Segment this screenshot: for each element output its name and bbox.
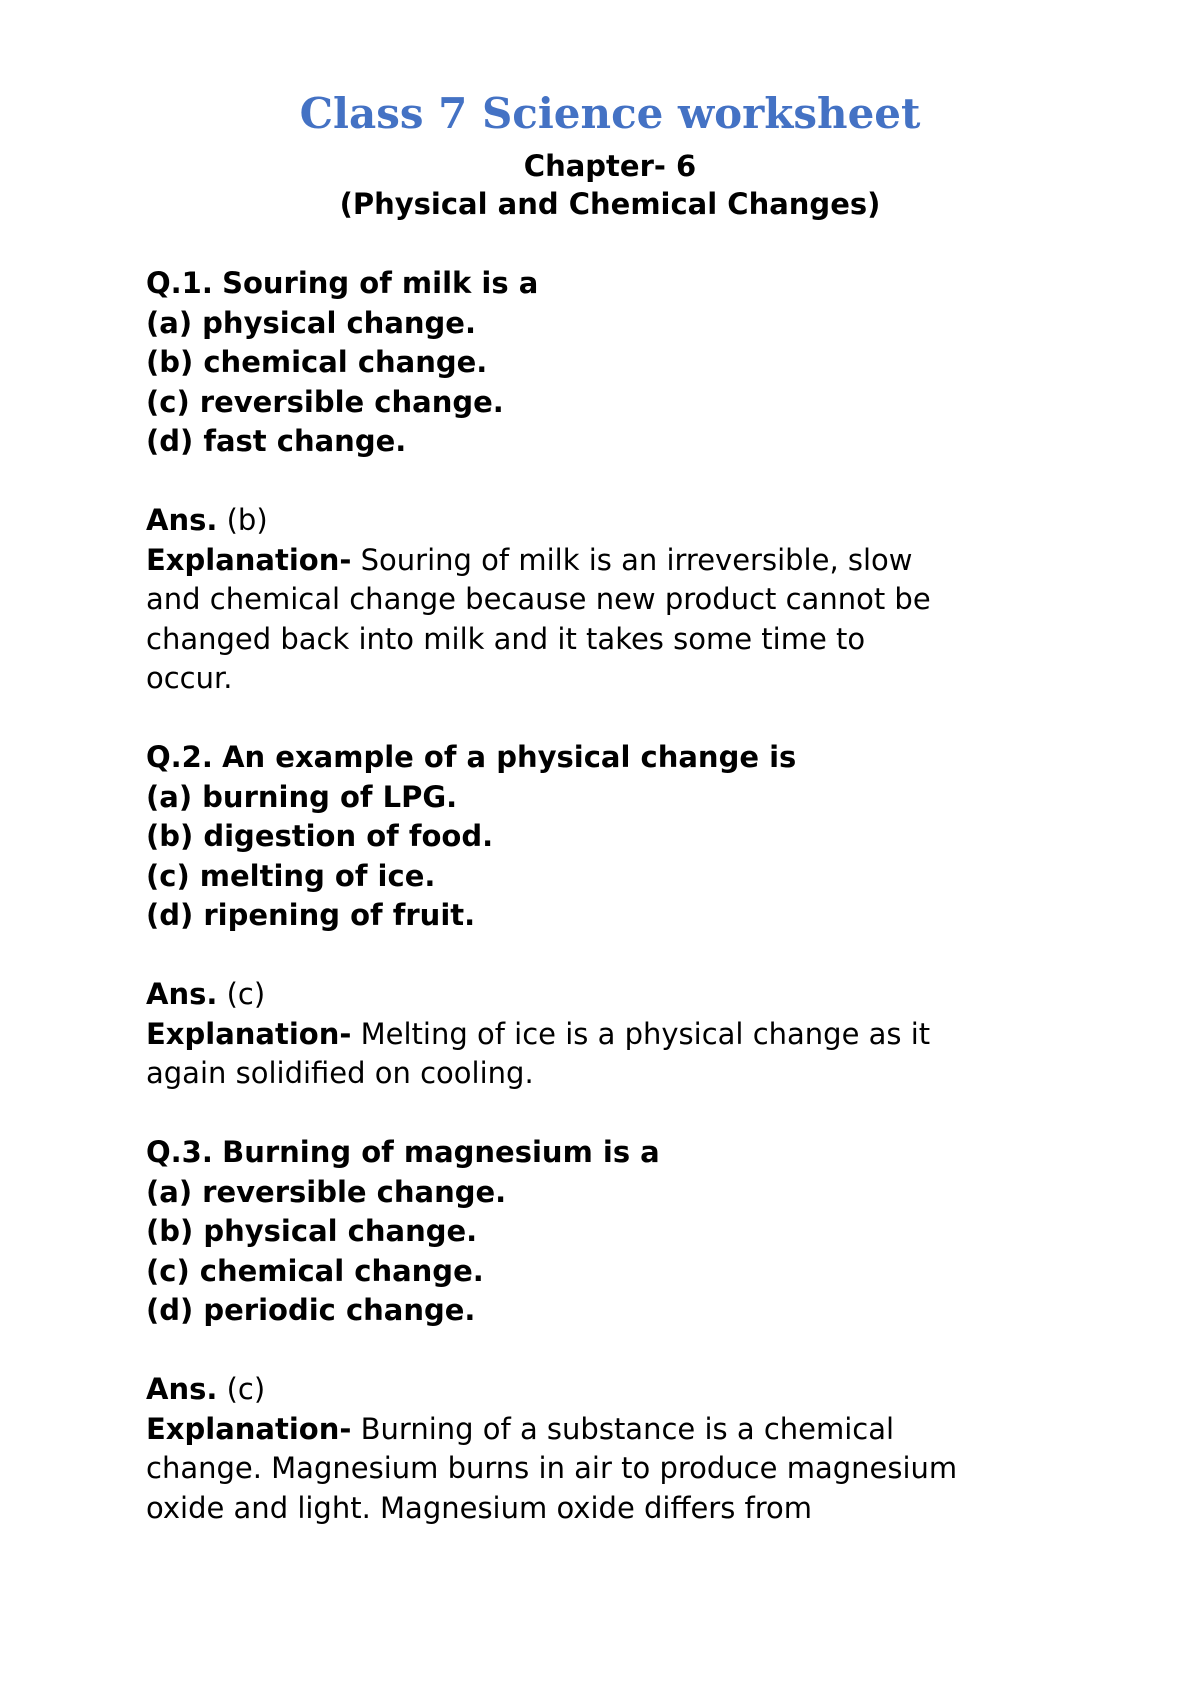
spacer [146,462,1076,502]
question-3 [146,1133,1076,1528]
chapter-number: Chapter- 6 [523,149,697,183]
option-a: (a) physical change. [146,305,476,340]
option-b: (b) physical change. [146,1214,478,1248]
option-b: (b) chemical change. [146,345,488,379]
questions-list [146,264,1076,1528]
question-2 [146,738,1076,1094]
explanation-text: changed back into milk and it takes some time to [146,621,866,656]
explanation-label: Explanation- [146,1016,352,1051]
explanation-text: Souring of milk is an irreversible, slow [360,542,913,577]
answer-label: Ans. [146,977,218,1011]
question-text: Burning of magnesium is a [222,1135,660,1169]
answer-value: (c) [226,1372,266,1406]
option-c: (c) chemical change. [146,1253,484,1288]
explanation-label: Explanation- [146,542,352,577]
option-c: (c) melting of ice. [146,858,436,893]
question-text: An example of a physical change is [222,740,797,774]
worksheet-title: Class 7 Science worksheet [299,89,921,138]
chapter-name: (Physical and Chemical Changes) [339,187,881,221]
explanation-text: and chemical change because new product cannot be [146,582,931,616]
spacer [146,1331,1076,1371]
answer-line [146,501,1076,541]
option-c: (c) reversible change. [146,384,504,419]
answer-label: Ans. [146,1372,218,1406]
question-stem [146,264,1076,304]
option-d: (d) ripening of fruit. [146,898,476,932]
explanation-line [146,541,1076,581]
explanation-text: Burning of a substance is a chemical [360,1411,895,1446]
answer-line [146,1370,1076,1410]
question-number: Q.2. [146,740,213,774]
option-b: (b) digestion of food. [146,819,494,853]
option-d: (d) fast change. [146,424,407,458]
answer-value: (b) [226,503,268,537]
explanation-text: again solidified on cooling. [146,1056,534,1090]
explanation-text: oxide and light. Magnesium oxide differs from [146,1490,813,1525]
question-number: Q.1. [146,266,213,300]
explanation-text: change. Magnesium burns in air to produce magnesium [146,1451,958,1485]
option-a: (a) burning of LPG. [146,779,458,814]
answer-label: Ans. [146,503,218,537]
explanation-text: occur. [146,661,233,695]
question-stem [146,1133,1076,1173]
explanation-line [146,1015,1076,1055]
answer-line [146,975,1076,1015]
spacer [146,1094,1076,1134]
option-d: (d) periodic change. [146,1293,476,1327]
spacer [146,936,1076,976]
explanation-line [146,1410,1076,1450]
option-a: (a) reversible change. [146,1174,507,1209]
question-number: Q.3. [146,1135,213,1169]
question-text: Souring of milk is a [222,266,539,300]
explanation-text: Melting of ice is a physical change as it [360,1016,931,1051]
question-1 [146,264,1076,699]
answer-value: (c) [226,977,266,1011]
explanation-label: Explanation- [146,1411,352,1446]
spacer [146,699,1076,739]
question-stem [146,738,1076,778]
